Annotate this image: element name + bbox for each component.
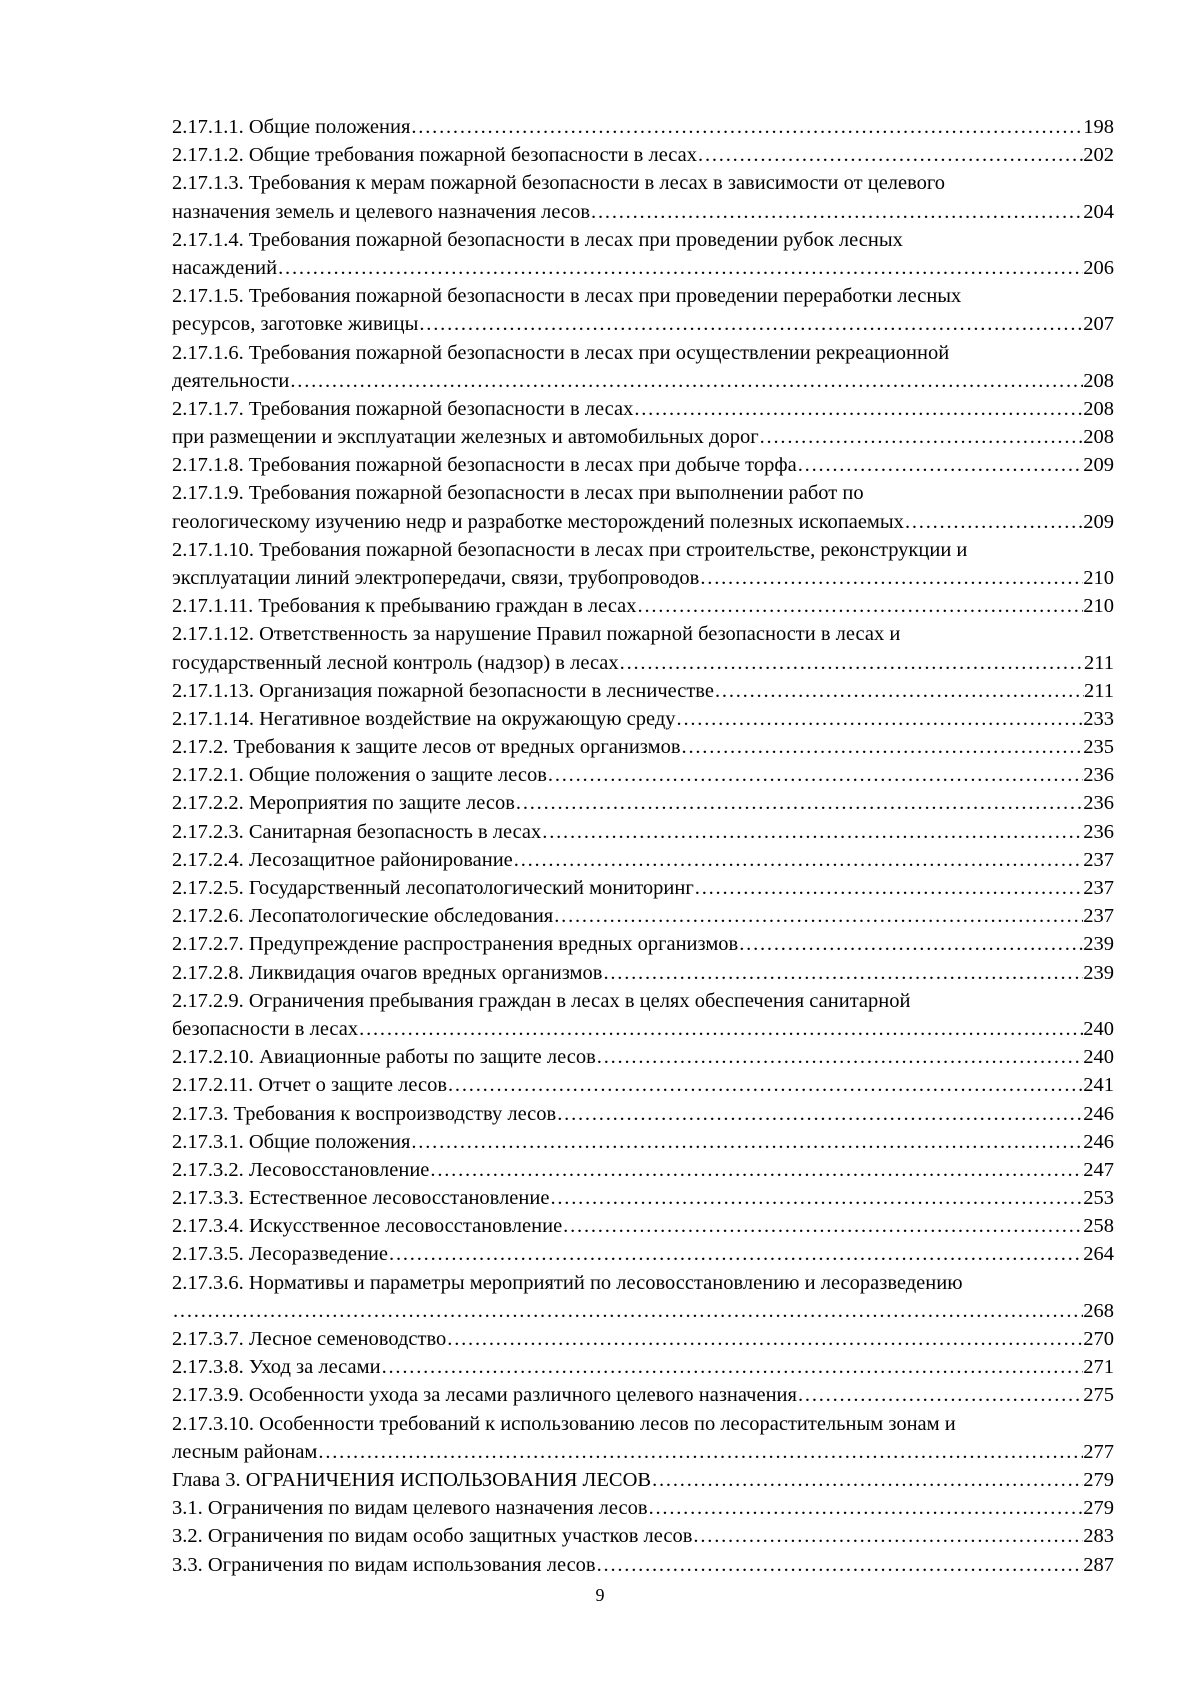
dot-leader	[430, 1156, 1083, 1184]
toc-entry-last-line	[172, 1325, 1114, 1353]
toc-entry[interactable]	[172, 1353, 1114, 1381]
toc-entry-last-line	[172, 1241, 1114, 1269]
dot-leader	[382, 1353, 1084, 1381]
toc-entry-last-line	[172, 818, 1114, 846]
toc-entry[interactable]	[172, 733, 1114, 761]
dot-leader	[715, 677, 1084, 705]
dot-leader	[514, 846, 1083, 874]
toc-page-number: 208	[1083, 397, 1114, 420]
toc-entry[interactable]	[172, 592, 1114, 620]
toc-entry-title: 2.17.1.7. Требования пожарной безопасности в лесах	[172, 397, 634, 420]
toc-entry-last-line	[172, 1353, 1114, 1381]
toc-entry[interactable]	[172, 1381, 1114, 1409]
toc-entry[interactable]	[172, 113, 1114, 141]
dot-leader	[411, 113, 1083, 141]
toc-entry-title: 2.17.3.3. Естественное лесовосстановление	[172, 1187, 550, 1210]
toc-entry[interactable]	[172, 282, 1114, 338]
dot-leader	[798, 1381, 1083, 1409]
toc-page-number: 204	[1083, 200, 1114, 223]
dot-leader	[649, 1494, 1084, 1522]
dot-leader	[389, 1240, 1083, 1268]
toc-entry[interactable]	[172, 1156, 1114, 1184]
toc-entry[interactable]	[172, 677, 1114, 705]
dot-leader	[516, 789, 1083, 817]
toc-entry-title: 2.17.1.8. Требования пожарной безопасности в лесах при добыче торфа	[172, 454, 797, 477]
toc-entry-title: 2.17.3.2. Лесовосстановление	[172, 1158, 430, 1181]
toc-entry-last-line	[172, 1043, 1114, 1071]
toc-entry-last-line	[172, 367, 1114, 395]
toc-page-number: 237	[1083, 877, 1114, 900]
toc-entry-last-line	[172, 1297, 1114, 1325]
toc-entry-last-line	[172, 1128, 1114, 1156]
toc-entry[interactable]	[172, 1522, 1114, 1550]
toc-entry-line	[172, 282, 1114, 310]
toc-entry-title: ресурсов, заготовке живицы	[172, 313, 419, 336]
toc-entry-title: 2.17.2.8. Ликвидация очагов вредных организмов	[172, 961, 603, 984]
toc-entry-line	[172, 1410, 1114, 1438]
dot-leader	[554, 902, 1083, 930]
toc-entry-last-line	[172, 395, 1114, 423]
toc-entry-last-line	[172, 705, 1114, 733]
toc-entry[interactable]	[172, 423, 1114, 451]
toc-entry-last-line	[172, 733, 1114, 761]
toc-entry-title: эксплуатации линий электропередачи, связи, трубопроводов	[172, 566, 700, 589]
toc-entry-title: 2.17.2.2. Мероприятия по защите лесов	[172, 792, 515, 815]
toc-entry-last-line	[172, 423, 1114, 451]
toc-page-number: 246	[1083, 1130, 1114, 1153]
toc-entry-last-line	[172, 198, 1114, 226]
toc-entry-line	[172, 987, 1114, 1015]
dot-leader	[318, 1438, 1083, 1466]
toc-entry-title: 2.17.1.10. Требования пожарной безопасности в лесах при строительстве, реконструкции и	[172, 538, 968, 561]
toc-page-number: 236	[1083, 792, 1114, 815]
toc-entry[interactable]	[172, 987, 1114, 1043]
toc-entry-last-line	[172, 113, 1114, 141]
toc-entry[interactable]	[172, 1100, 1114, 1128]
dot-leader	[652, 1466, 1083, 1494]
toc-entry-title: 2.17.3.9. Особенности ухода за лесами различного целевого назначения	[172, 1384, 797, 1407]
toc-entry-title: 2.17.1.4. Требования пожарной безопасности в лесах при проведении рубок лесных	[172, 228, 903, 251]
toc-entry-title: насаждений	[172, 256, 278, 279]
toc-entry-title: безопасности в лесах	[172, 1017, 359, 1040]
toc-entry[interactable]	[172, 1071, 1114, 1099]
toc-entry-last-line	[172, 508, 1114, 536]
toc-entry[interactable]	[172, 1466, 1114, 1494]
toc-entry-title: 2.17.3.8. Уход за лесами	[172, 1356, 381, 1379]
toc-entry-title: 2.17.1.14. Негативное воздействие на окружающую среду	[172, 707, 676, 730]
toc-entry-line	[172, 536, 1114, 564]
toc-entry-last-line	[172, 902, 1114, 930]
toc-entry-title: 2.17.3.10. Особенности требований к использованию лесов по лесорастительным зонам и	[172, 1412, 956, 1435]
toc-entry-last-line	[172, 1212, 1114, 1240]
toc-entry[interactable]	[172, 1494, 1114, 1522]
toc-page-number: 208	[1083, 426, 1114, 449]
toc-entry-title: 2.17.1.5. Требования пожарной безопасности в лесах при проведении переработки лесных	[172, 285, 962, 308]
dot-leader	[411, 1128, 1083, 1156]
dot-leader	[597, 1043, 1083, 1071]
toc-entry-title: 2.17.2.6. Лесопатологические обследования	[172, 905, 554, 928]
toc-entry-last-line	[172, 874, 1114, 902]
toc-entry-title: 2.17.1.11. Требования к пребыванию граждан в лесах	[172, 595, 637, 618]
dot-leader	[638, 592, 1084, 620]
toc-entry[interactable]	[172, 451, 1114, 479]
toc-entry-title: 2.17.2.11. Отчет о защите лесов	[172, 1074, 447, 1097]
toc-entry-title: деятельности	[172, 369, 290, 392]
toc-page-number: 240	[1083, 1046, 1114, 1069]
toc-entry[interactable]	[172, 1269, 1114, 1325]
toc-entry-title: 3.2. Ограничения по видам особо защитных участков лесов	[172, 1525, 693, 1548]
dot-leader	[542, 818, 1083, 846]
toc-entry[interactable]	[172, 169, 1114, 225]
toc-page-number: 264	[1083, 1243, 1114, 1266]
toc-entry-last-line	[172, 451, 1114, 479]
toc-entry-line	[172, 1269, 1114, 1297]
toc-entry-last-line	[172, 959, 1114, 987]
dot-leader	[677, 705, 1084, 733]
toc-entry-last-line	[172, 254, 1114, 282]
toc-page-number: 210	[1083, 566, 1114, 589]
toc-entry-title: 2.17.1.3. Требования к мерам пожарной безопасности в лесах в зависимости от целевого	[172, 172, 946, 195]
toc-page-number: 279	[1083, 1468, 1114, 1491]
toc-entry-line	[172, 479, 1114, 507]
toc-entry-title: 2.17.2.9. Ограничения пребывания граждан в лесах в целях обеспечения санитарной	[172, 989, 911, 1012]
toc-entry-last-line	[172, 1381, 1114, 1409]
dot-leader	[695, 874, 1083, 902]
toc-entry[interactable]	[172, 705, 1114, 733]
toc-entry-title: 2.17.2.3. Санитарная безопасность в лесах	[172, 820, 542, 843]
toc-entry-title: 2.17.1.1. Общие положения	[172, 115, 411, 138]
toc-entry-title: 2.17.2.5. Государственный лесопатологический мониторинг	[172, 877, 694, 900]
toc-entry-title: 2.17.1.6. Требования пожарной безопасности в лесах при осуществлении рекреационной	[172, 341, 950, 364]
toc-page-number: 279	[1083, 1497, 1114, 1520]
dot-leader	[563, 1212, 1083, 1240]
toc-entry-title: 3.3. Ограничения по видам использования лесов	[172, 1553, 596, 1576]
dot-leader	[739, 930, 1083, 958]
toc-page-number: 258	[1083, 1215, 1114, 1238]
dot-leader	[448, 1071, 1083, 1099]
toc-entry-line	[172, 339, 1114, 367]
toc-entry-title: геологическому изучению недр и разработке месторождений полезных ископаемых	[172, 510, 904, 533]
toc-entry[interactable]	[172, 226, 1114, 282]
dot-leader	[591, 198, 1083, 226]
toc-entry-last-line	[172, 1100, 1114, 1128]
toc-entry[interactable]	[172, 790, 1114, 818]
dot-leader	[760, 423, 1084, 451]
toc-entry[interactable]	[172, 339, 1114, 395]
toc-entry-title: 2.17.1.2. Общие требования пожарной безопасности в лесах	[172, 144, 698, 167]
toc-entry[interactable]	[172, 1551, 1114, 1579]
toc-entry-line	[172, 169, 1114, 197]
toc-page-number: 209	[1083, 510, 1114, 533]
toc-page-number: 202	[1083, 144, 1114, 167]
dot-leader	[634, 395, 1083, 423]
toc-entry-last-line	[172, 141, 1114, 169]
dot-leader	[550, 1184, 1083, 1212]
dot-leader	[597, 1551, 1084, 1579]
toc-entry[interactable]	[172, 1410, 1114, 1466]
toc-page-number: 239	[1083, 961, 1114, 984]
page-number: 9	[595, 1585, 605, 1605]
toc-entry-last-line	[172, 677, 1114, 705]
toc-entry-title: 2.17.2.7. Предупреждение распространения вредных организмов	[172, 933, 739, 956]
toc-entry-last-line	[172, 930, 1114, 958]
dot-leader	[798, 451, 1084, 479]
toc-entry-last-line	[172, 1184, 1114, 1212]
toc-entry-last-line	[172, 649, 1114, 677]
toc-entry[interactable]	[172, 1128, 1114, 1156]
toc-page-number: 207	[1083, 313, 1114, 336]
toc-entry[interactable]	[172, 479, 1114, 535]
toc-entry[interactable]	[172, 930, 1114, 958]
toc-page-number: 236	[1083, 764, 1114, 787]
toc-entry-title: 2.17.3.6. Нормативы и параметры мероприятий по лесовосстановлению и лесоразведению	[172, 1271, 963, 1294]
toc-page-number: 246	[1083, 1102, 1114, 1125]
toc-entry-title: государственный лесной контроль (надзор) в лесах	[172, 651, 619, 674]
dot-leader	[620, 649, 1084, 677]
dot-leader	[698, 141, 1083, 169]
toc-page-number: 211	[1084, 679, 1114, 702]
toc-page-number: 277	[1083, 1440, 1114, 1463]
toc-entry[interactable]	[172, 141, 1114, 169]
toc-entry-title: 2.17.3.4. Искусственное лесовосстановление	[172, 1215, 563, 1238]
toc-page-number: 211	[1084, 651, 1114, 674]
toc-page-number: 210	[1083, 595, 1114, 618]
toc-entry-last-line	[172, 790, 1114, 818]
toc-page-number: 270	[1083, 1328, 1114, 1351]
toc-entry[interactable]	[172, 1212, 1114, 1240]
toc-entry[interactable]	[172, 1325, 1114, 1353]
dot-leader	[290, 367, 1083, 395]
toc-page-number: 271	[1083, 1356, 1114, 1379]
toc-entry-line	[172, 620, 1114, 648]
toc-page-number: 237	[1083, 905, 1114, 928]
toc-page-number: 287	[1083, 1553, 1114, 1576]
toc-entry-last-line	[172, 761, 1114, 789]
toc-entry[interactable]	[172, 1184, 1114, 1212]
toc-entry-title: 2.17.3.7. Лесное семеноводство	[172, 1328, 447, 1351]
toc-entry-title: 2.17.1.13. Организация пожарной безопасности в лесничестве	[172, 679, 714, 702]
toc-entry-title: 2.17.2. Требования к защите лесов от вредных организмов	[172, 736, 681, 759]
dot-leader	[557, 1100, 1083, 1128]
toc-entry-last-line	[172, 564, 1114, 592]
toc-page-number: 233	[1083, 707, 1114, 730]
toc-page-number: 275	[1083, 1384, 1114, 1407]
toc-page-number: 208	[1083, 369, 1114, 392]
toc-page-number: 283	[1083, 1525, 1114, 1548]
dot-leader	[359, 1015, 1083, 1043]
dot-leader	[278, 254, 1083, 282]
dot-leader	[173, 1297, 1083, 1325]
toc-entry[interactable]	[172, 620, 1114, 676]
toc-entry-title: 2.17.3.1. Общие положения	[172, 1130, 411, 1153]
toc-page-number: 247	[1083, 1158, 1114, 1181]
toc-page-number: 236	[1083, 820, 1114, 843]
toc-entry-line	[172, 226, 1114, 254]
toc-entry-last-line	[172, 1494, 1114, 1522]
toc-entry[interactable]	[172, 536, 1114, 592]
dot-leader	[419, 310, 1083, 338]
toc-entry-title: 2.17.2.1. Общие положения о защите лесов	[172, 764, 547, 787]
toc-entry[interactable]	[172, 902, 1114, 930]
toc-entry-title: при размещении и эксплуатации железных и автомобильных дорог	[172, 426, 759, 449]
toc-entry-last-line	[172, 1438, 1114, 1466]
dot-leader	[447, 1325, 1083, 1353]
toc-entry-last-line	[172, 1466, 1114, 1494]
dot-leader	[693, 1522, 1083, 1550]
dot-leader	[905, 508, 1083, 536]
toc-entry-last-line	[172, 1071, 1114, 1099]
toc-entry-title: 2.17.3.5. Лесоразведение	[172, 1243, 389, 1266]
toc-page-number: 268	[1083, 1299, 1114, 1322]
toc-entry-last-line	[172, 1015, 1114, 1043]
toc-page-number: 237	[1083, 848, 1114, 871]
toc-entry[interactable]	[172, 1241, 1114, 1269]
toc-entry-title: 2.17.3. Требования к воспроизводству лесов	[172, 1102, 557, 1125]
toc-entry-last-line	[172, 1522, 1114, 1550]
toc-entry-title: 2.17.2.10. Авиационные работы по защите лесов	[172, 1046, 596, 1069]
toc-page-number: 239	[1083, 933, 1114, 956]
dot-leader	[603, 959, 1083, 987]
toc-entry-title: лесным районам	[172, 1440, 318, 1463]
toc-entry-title: Глава 3. ОГРАНИЧЕНИЯ ИСПОЛЬЗОВАНИЯ ЛЕСОВ	[172, 1468, 652, 1491]
toc-page-number: 241	[1083, 1074, 1114, 1097]
toc-entry[interactable]	[172, 395, 1114, 423]
toc-page-number: 198	[1083, 115, 1114, 138]
toc-entry-title: назначения земель и целевого назначения лесов	[172, 200, 591, 223]
toc-entry-title: 2.17.1.9. Требования пожарной безопасности в лесах при выполнении работ по	[172, 482, 864, 505]
toc-entry-title: 2.17.1.12. Ответственность за нарушение Правил пожарной безопасности в лесах и	[172, 623, 901, 646]
toc-entry-last-line	[172, 1551, 1114, 1579]
toc-entry[interactable]	[172, 761, 1114, 789]
toc-entry-title: 3.1. Ограничения по видам целевого назначения лесов	[172, 1497, 648, 1520]
dot-leader	[548, 761, 1083, 789]
toc-entry-last-line	[172, 592, 1114, 620]
toc-entry-title: 2.17.2.4. Лесозащитное районирование	[172, 848, 513, 871]
toc-entry[interactable]	[172, 959, 1114, 987]
toc-page-number: 240	[1083, 1017, 1114, 1040]
toc-entry-last-line	[172, 846, 1114, 874]
toc-entry[interactable]	[172, 846, 1114, 874]
toc-page-number: 206	[1083, 256, 1114, 279]
toc-entry[interactable]	[172, 1043, 1114, 1071]
toc-page-number: 209	[1083, 454, 1114, 477]
toc-page-number: 253	[1083, 1187, 1114, 1210]
dot-leader	[700, 564, 1083, 592]
toc-page-number: 235	[1083, 736, 1114, 759]
toc-entry-last-line	[172, 310, 1114, 338]
dot-leader	[682, 733, 1084, 761]
toc-entry-last-line	[172, 1156, 1114, 1184]
table-of-contents	[172, 113, 1114, 1579]
toc-entry[interactable]	[172, 818, 1114, 846]
toc-entry[interactable]	[172, 874, 1114, 902]
